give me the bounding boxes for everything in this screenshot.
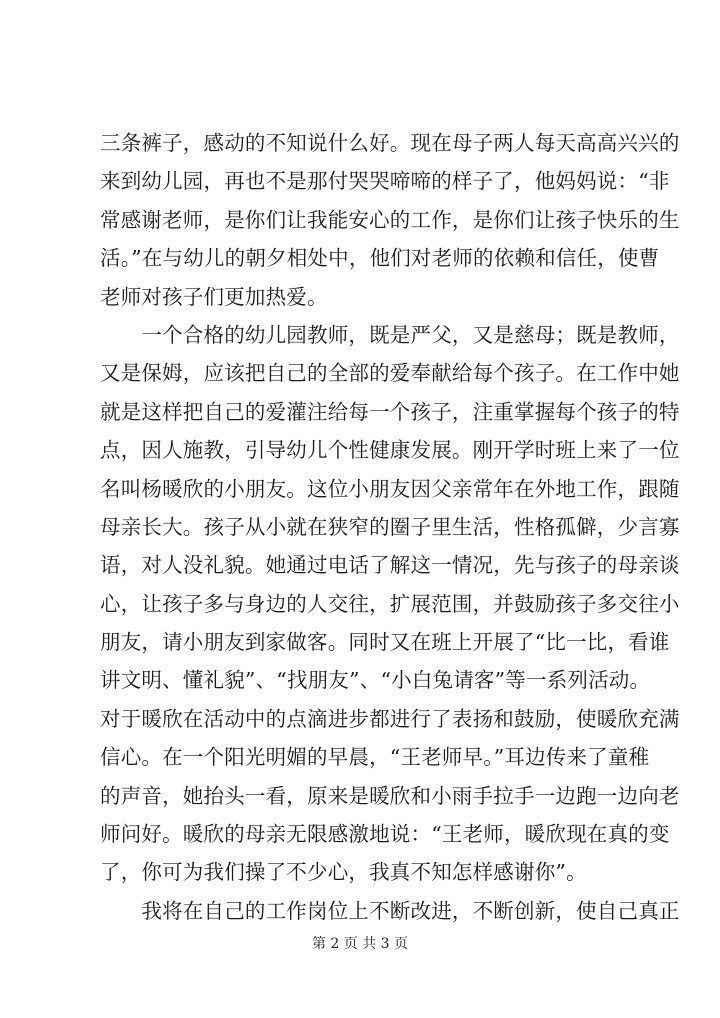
text-line: 的声音，她抬头一看，原来是暖欣和小雨手拉手一边跑一边向老: [100, 783, 680, 808]
text-line: 点，因人施教，引导幼儿个性健康发展。刚开学时班上来了一位: [100, 438, 680, 463]
text-line: 了，你可为我们操了不少心，我真不知怎样感谢你”。: [100, 860, 587, 885]
text-line: 信心。在一个阳光明媚的早晨，“王老师早。”耳边传来了童稚: [100, 745, 650, 770]
text-line: 母亲长大。孩子从小就在狭窄的圈子里生活，性格孤僻，少言寡: [100, 514, 680, 539]
text-line: 一个合格的幼儿园教师，既是严父，又是慈母；既是教师，: [100, 322, 680, 347]
page-number-footer: 第 2 页 共 3 页: [311, 936, 409, 952]
text-line: 就是这样把自己的爱灌注给每一个孩子，注重掌握每个孩子的特: [100, 399, 680, 424]
text-line: 语，对人没礼貌。她通过电话了解这一情况，先与孩子的母亲谈: [100, 553, 680, 578]
text-line: 讲文明、懂礼貌”、“找朋友”、“小白兔请客”等一系列活动。: [100, 668, 651, 693]
text-line: 我将在自己的工作岗位上不断改进，不断创新，使自己真正: [100, 898, 680, 923]
text-line: 朋友，请小朋友到家做客。同时又在班上开展了“比一比，看谁: [100, 630, 670, 655]
text-line: 三条裤子，感动的不知说什么好。现在母子两人每天高高兴兴的: [100, 131, 680, 155]
text-line: 又是保姆，应该把自己的全部的爱奉献给每个孩子。在工作中她: [100, 361, 680, 386]
text-line: 师问好。暖欣的母亲无限感激地说：“王老师，暖欣现在真的变: [100, 822, 670, 847]
text-line: 对于暖欣在活动中的点滴进步都进行了表扬和鼓励，使暖欣充满: [100, 706, 680, 731]
body-text: [100, 124, 680, 930]
text-line: 常感谢老师，是你们让我能安心的工作，是你们让孩子快乐的生: [100, 207, 680, 232]
text-line: 活。”在与幼儿的朝夕相处中，他们对老师的依赖和信任，使曹: [100, 246, 660, 271]
text-line: 名叫杨暖欣的小朋友。这位小朋友因父亲常年在外地工作，跟随: [100, 476, 680, 501]
text-line: 老师对孩子们更加热爱。: [100, 284, 328, 309]
text-line: 心，让孩子多与身边的人交往，扩展范围，并鼓励孩子多交往小: [100, 591, 680, 616]
text-line: 来到幼儿园，再也不是那付哭哭啼啼的样子了，他妈妈说：“非: [100, 169, 670, 194]
